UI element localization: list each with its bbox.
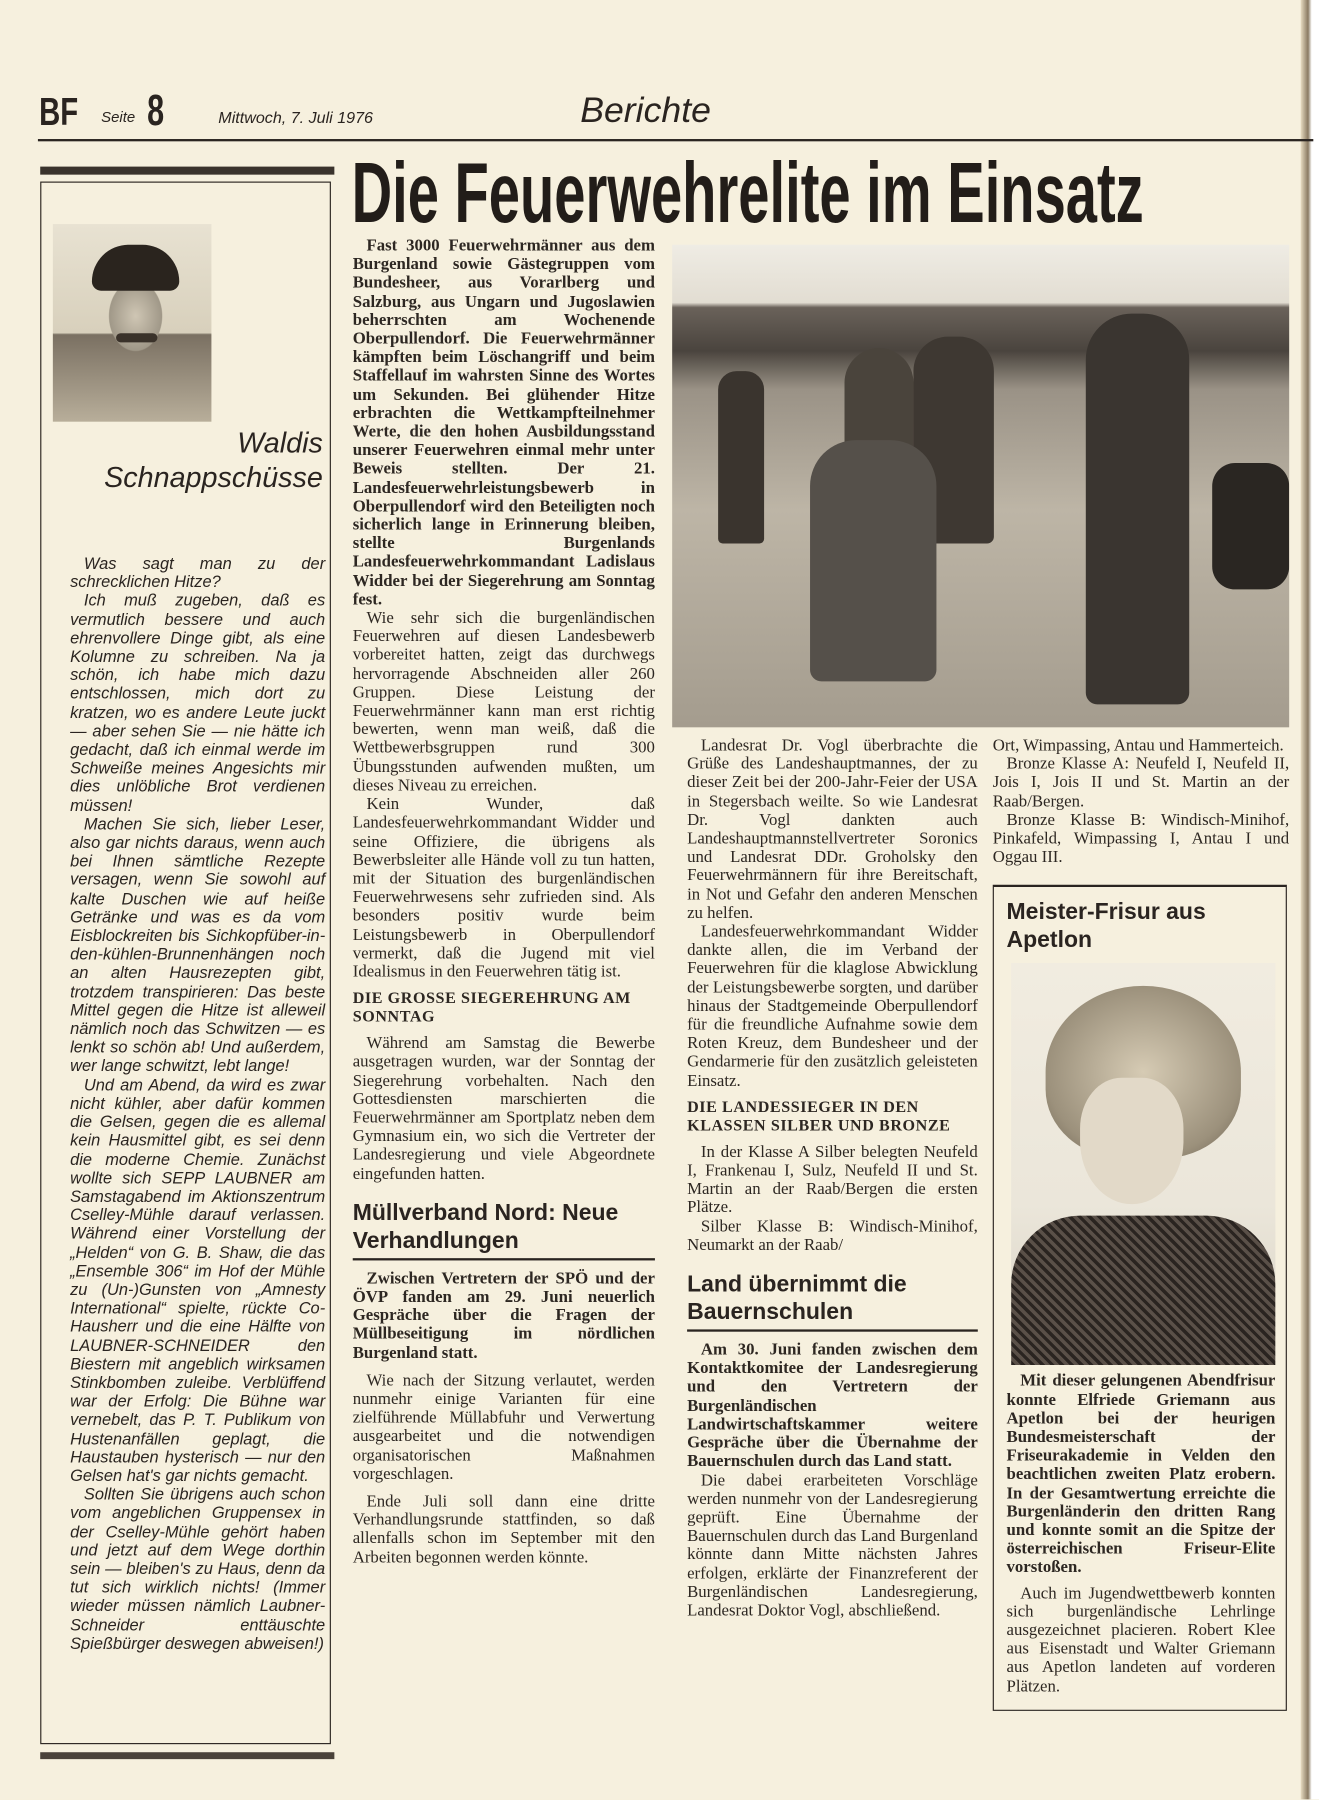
- middle-column: [353, 237, 655, 1567]
- fourth-column: [993, 737, 1289, 1711]
- column-paragraph: Sollten Sie übrigens auch schon vom angeblichen Gruppensex in der Cselley-Mühle gehört haben und jetzt auf dem Wege dorthin sein — bleiben's zu Haus, denn da tut sich wirklich nichts! (Immer wieder müssen nämlich Laubner-Schneider enttäuschte Spießbürger deswegen abweisen!): [70, 1485, 326, 1654]
- muell-rule: [353, 1258, 655, 1260]
- subheading-landessieger: DIE LANDESSIEGER IN DEN KLASSEN SILBER UND BRONZE: [687, 1099, 951, 1136]
- main-article-paragraph: Landesrat Dr. Vogl überbrachte die Grüße des Landeshauptmannes, der zu dieser Zeit bei der 200-Jahr-Feier der USA in Stegersbach weilte. So wie Landesrat Dr. Vogl dankten auch Landeshauptmannstellvertreter Soronics und Landesrat DDr. Groholsky den Feuerwehrmännern für ihre Bereitschaft, in Not und Gefahr den anderen Menschen zu helfen.: [687, 736, 978, 923]
- main-article-column-3: [993, 737, 1289, 867]
- frisur-headline: Meister-Frisur aus Apetlon: [1006, 900, 1206, 954]
- frisur-lead: Mit dieser gelungenen Abendfrisur konnte Elfriede Griemann aus Apetlon bei der heurigen Bundesmeisterschaft der Friseurakademie in Velden den beachtlichen zweiten Platz erobern. In der Gesamtwertung erreichte die Burgenländerin den dritten Rang und konnte somit an die Spitze der österreichischen Friseur-Elite vorstoßen.: [1006, 1372, 1276, 1577]
- main-article-paragraph: Bronze Klasse B: Windisch-Minihof, Pinkafeld, Wimpassing I, Antau I und Oggau III.: [992, 810, 1290, 867]
- firefighters-photo: [672, 245, 1289, 728]
- main-article-paragraph: Kein Wunder, daß Landesfeuerwehrkommandant Widder und seine Offiziere, die übrigens als Bewerbsleiter alle Hände voll zu tun hatten, mit der Situation des burgenländischen Feuerwehrwesens sehr zufrieden sind. Als besonders positiv wurde beim Leistungsbewerb in Oberpullendorf vermerkt, daß die Jugend mit viel Idealismus in den Feuerwehren tätig ist.: [352, 795, 655, 982]
- page-label: Seite: [101, 108, 136, 126]
- main-article-paragraph: Landesfeuerwehrkommandant Widder dankte allen, die im Verband der Feuerwehren für die klaglose Abwicklung der Leistungsbewerbe sorgten, und darüber hinaus der Stadtgemeinde Oberpullendorf für die freundliche Aufnahme sowie dem Roten Kreuz, dem Bundesheer und der Gendarmerie für den zusätzlich geleisteten Einsatz.: [687, 922, 978, 1091]
- column-paragraph: Ich muß zugeben, daß es vermutlich bessere und auch ehrenvollere Dinge gibt, als eine Kolumne zu schreiben. Na ja schön, ich habe mich dazu entschlossen, mich dort zu kratzen, wo es andere Leute juckt — aber sehen Sie — nie hätte ich gedacht, daß ich einmal werde im Schweiße meines Angesichts mir dies unlöbliche Brot verdienen müssen!: [70, 592, 326, 816]
- author-photo: [53, 224, 212, 422]
- author-hair: [92, 245, 179, 291]
- frisur-paragraph: Auch im Jugendwettbewerb konnten sich burgenländische Lehrlinge ausgezeichnet placieren. Robert Klee aus Eisenstadt und Walter Griemann aus Apetlon landeten auf vorderen Plätzen.: [1006, 1584, 1276, 1696]
- muell-headline: Müllverband Nord: Neue Verhandlungen: [352, 1200, 619, 1254]
- column-box: [40, 182, 331, 1745]
- column-bottom-bar: [40, 1752, 334, 1759]
- column-text: [70, 555, 325, 1653]
- photo-lace-dress: [1011, 1216, 1275, 1365]
- photo-figure: [810, 440, 936, 681]
- frisur-article-text: [1007, 1372, 1276, 1695]
- column-top-bar: [40, 167, 334, 175]
- photo-figure: [718, 371, 764, 543]
- photo-figure: [1086, 314, 1189, 705]
- main-article-paragraph: Ort, Wimpassing, Antau und Hammerteich.: [992, 736, 1284, 755]
- section-title: Berichte: [580, 89, 711, 130]
- photo-pump: [1212, 463, 1289, 589]
- main-article-lead: Fast 3000 Feuerwehrmänner aus dem Burgenland sowie Gästegruppen vom Bundesheer, aus Vorarlberg und Salzburg, aus Ungarn und Jugoslawien beherrschten am Wochenende Oberpullendorf. Die Feuerwehrmänner kämpften beim Löschangriff und beim Staffellauf im wahrsten Sinne des Wortes um Sekunden. Bei glühender Hitze erbrachten die Wettkampfteilnehmer Werte, die den hohen Ausbildungsstand unserer Feuerwehren einmal mehr unter Beweis stellten. Der 21. Landesfeuerwehrleistungsbewerb in Oberpullendorf wird den Beteiligten noch sicherlich lange in Erinnerung bleiben, stellte Burgenlands Landesfeuerwehrkommandant Ladislaus Widder bei der Siegerehrung am Sonntag fest.: [352, 236, 655, 609]
- hairstyle-photo: [1011, 963, 1275, 1365]
- bauern-lead: Am 30. Juni fanden zwischen dem Kontaktkomitee der Landesregierung und den Vertretern der Burgenländischen Landwirtschaftskammer weitere Gespräche über die Übernahme der Bauernschulen durch das Land statt.: [687, 1340, 978, 1472]
- third-column: [687, 737, 978, 1621]
- muell-lead: Zwischen Vertretern der SPÖ und der ÖVP fanden am 29. Juni neuerlich Gespräche über die Fragen der Müllbeseitigung im nördlichen Burgenland statt.: [352, 1269, 655, 1363]
- main-article-paragraph: Wie sehr sich die burgenländischen Feuerwehren auf diesen Landesbewerb vorbereitet hatten, zeigt das durchwegs hervorragende Abschneiden aller 260 Gruppen. Diese Leistung der Feuerwehrmänner kann man erst richtig bewerten, wenn man weiß, daß die Wettbewerbsgruppen rund 300 Übungsstunden aufwenden mußten, um dieses Niveau zu erreichen.: [352, 609, 655, 795]
- muell-article-text: [353, 1269, 655, 1567]
- muell-paragraph: Wie nach der Sitzung verlautet, werden nunmehr einige Varianten für eine zielführende Müllabfuhr und Verwertung ausgearbeitet und die notwendigen organisatorischen Maßnahmen vorgeschlagen.: [352, 1371, 655, 1484]
- column-paragraph: Und am Abend, da wird es zwar nicht kühler, aber dafür kommen die Gelsen, gegen die es allemal kein Hausmittel gibt, es sei denn die moderne Chemie. Zunächst wollte sich SEPP LAUBNER am Samstagabend im Aktionszentrum Cselley-Mühle darauf verlassen. Während einer Vorstellung der „Helden“ von G. B. Shaw, die das „Ensemble 306“ im Hof der Mühle zu (Un-)Gunsten von „Amnesty International“ spielte, rückte Co-Hausherr und die eine Hälfte von LAUBNER-SCHNEIDER den Biestern mit angeblich wirksamen Stinkbomben zuleibe. Verblüffend war der Erfolg: Die Bühne war vernebelt, das P. T. Publikum von Hustenanfällen geplagt, die Haustauben hysterisch — nur den Gelsen hat's gar nichts gemacht.: [70, 1076, 326, 1486]
- main-article-paragraph: Silber Klasse B: Windisch-Minihof, Neumarkt an der Raab/: [687, 1217, 978, 1255]
- issue-date: Mittwoch, 7. Juli 1976: [218, 108, 373, 127]
- subheading-siegerehrung: DIE GROSSE SIEGEREHRUNG AM SONNTAG: [352, 990, 631, 1027]
- bauern-rule: [687, 1329, 978, 1331]
- column-paragraph: Machen Sie sich, lieber Leser, also gar nichts daraus, wenn auch bei Ihnen sämtliche Rezepte versagen, wenn Sie sowohl auf kalte Duschen wie auf heiße Getränke und was es da vom Eisblockreiten bis Sichkopfüber-in-den-kühlen-Brunnenhängen noch an alten Hausrezepten gibt, trotzdem transpirieren: Das beste Mittel gegen die Hitze ist alleweil nämlich noch das Schwitzen — es lenkt so schön ab! Und außerdem, wer lange schwitzt, lebt lange!: [70, 815, 326, 1077]
- photo-face: [1080, 1078, 1183, 1204]
- page-edge: [1301, 0, 1319, 1799]
- column-paragraph: Was sagt man zu der schrecklichen Hitze?: [70, 554, 326, 592]
- newspaper-logo: BF: [39, 90, 79, 135]
- author-moustache: [116, 333, 157, 342]
- column-title-line1: Waldis: [237, 427, 323, 460]
- header-rule: [38, 139, 1313, 141]
- bauern-article-text: [687, 1341, 978, 1620]
- muell-paragraph: Ende Juli soll dann eine dritte Verhandlungsrunde stattfinden, so daß allenfalls schon im September mit den Arbeiten begonnen werden könnte.: [352, 1492, 655, 1567]
- main-headline: Die Feuerwehrelite im Einsatz: [351, 144, 1144, 241]
- main-article-paragraph: In der Klasse A Silber belegten Neufeld I, Frankenau I, Sulz, Neufeld II und St. Martin an der Raab/Bergen die ersten Plätze.: [687, 1143, 978, 1218]
- bauern-paragraph: Die dabei erarbeiteten Vorschläge werden nunmehr von der Landesregierung geprüft. Eine Übernahme der Bauernschulen durch das Land Burgenland könnte dann Mitte nächsten Jahres erfolgen, erklärte der Finanzreferent der Burgenländischen Landesregierung, Landesrat Doktor Vogl, abschließend.: [687, 1471, 978, 1621]
- column-title-line2: Schnappschüsse: [104, 461, 323, 495]
- column-title: [70, 426, 323, 495]
- frisur-box: [993, 885, 1287, 1711]
- page-number: 8: [147, 87, 165, 136]
- main-article-column-1: [353, 237, 655, 1183]
- main-article-column-2: [687, 737, 978, 1255]
- bauern-headline: Land übernimmt die Bauernschulen: [687, 1272, 907, 1325]
- main-article-paragraph: Bronze Klasse A: Neufeld I, Neufeld II, Jois I, Jois II und St. Martin an der Raab/Bergen.: [992, 755, 1290, 811]
- main-article-paragraph: Während am Samstag die Bewerbe ausgetragen wurden, war der Sonntag der Siegerehrung vorbehalten. Nach den Gottesdiensten marschierten die Feuerwehrmänner am Sportplatz neben dem Gymnasium ein, wo sich die Vertreter der Landesregierung und viele Abgeordnete eingefunden hatten.: [352, 1034, 655, 1183]
